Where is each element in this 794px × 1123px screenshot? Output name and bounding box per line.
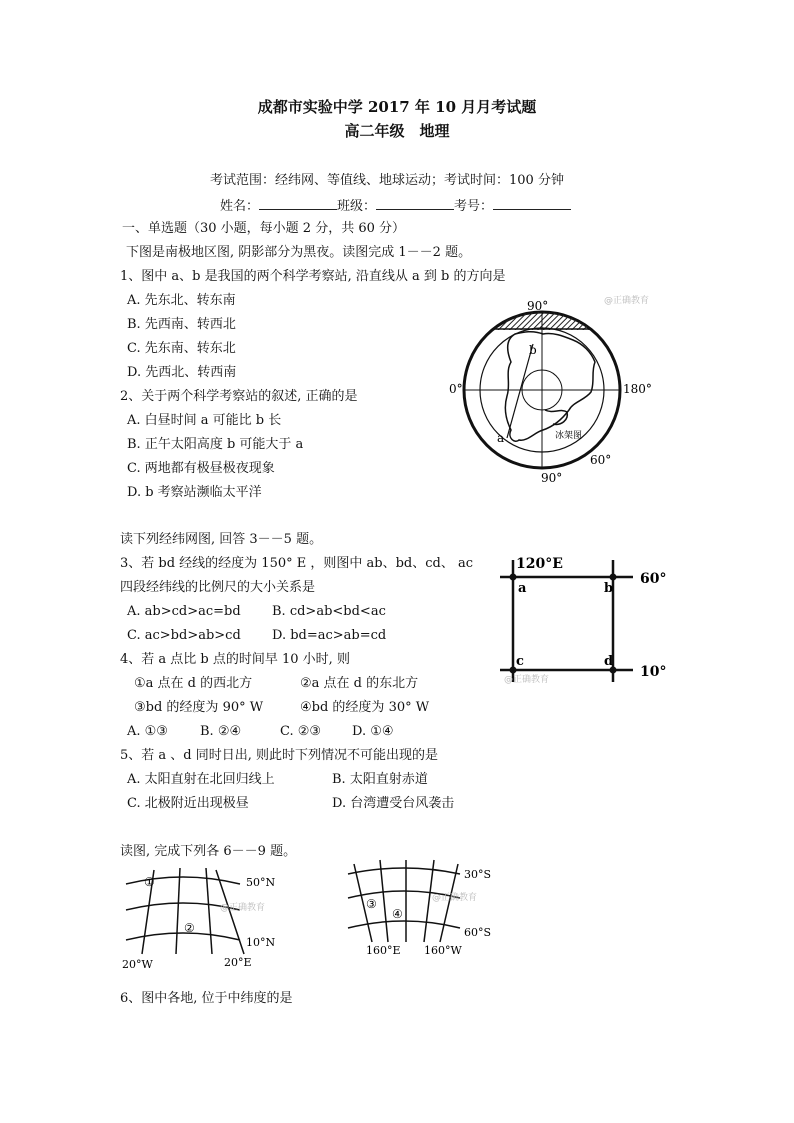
section3-intro: 读图, 完成下列各 6－－9 题。	[120, 844, 297, 859]
antarctic-map	[445, 292, 655, 487]
exam-title: 成都市实验中学 2017 年 10 月月考试题	[257, 98, 537, 116]
student-info-row	[220, 196, 571, 216]
q1-option-d: D. 先西北、转西南	[127, 365, 237, 380]
map1-shelf-label: 冰架图	[555, 431, 583, 441]
fig-left-lat-bottom: 10°N	[246, 936, 276, 949]
map1-night-shading	[455, 310, 635, 330]
q5-option-b: B. 太阳直射赤道	[332, 772, 428, 787]
q2-option-b: B. 正午太阳高度 b 可能大于 a	[127, 437, 304, 452]
point-2-marker: ②	[184, 921, 195, 935]
map1-b-label: b	[529, 343, 537, 357]
q4-statement-1: ①a 点在 d 的西北方	[134, 676, 253, 691]
point-4-marker: ④	[392, 907, 403, 921]
point-3-marker: ③	[366, 897, 377, 911]
graticule-right	[340, 858, 510, 963]
map1-bottom-label: 90°	[541, 471, 563, 485]
q3-stem-line2: 四段经纬线的比例尺的大小关系是	[120, 580, 316, 595]
point-a-dot	[510, 574, 517, 581]
q4-statement-2: ②a 点在 d 的东北方	[300, 676, 419, 691]
grid-lat-bottom-label: 10°	[640, 664, 667, 680]
fig-right-lat-top: 30°S	[464, 868, 492, 881]
q4-option-d: D. ①④	[352, 724, 394, 739]
exam-scope: 考试范围：经纬网、等值线、地球运动；考试时间：100 分钟	[210, 173, 564, 188]
q1-option-b: B. 先西南、转西北	[127, 317, 236, 332]
q5-option-d: D. 台湾遭受台风袭击	[332, 796, 455, 811]
q3-option-a: A. ab>cd>ac=bd	[127, 604, 241, 619]
q3-option-b: B. cd>ab<bd<ac	[272, 604, 386, 619]
q4-statement-3: ③bd 的经度为 90° W	[134, 700, 264, 715]
grid-b-label: b	[604, 581, 614, 596]
q5-option-c: C. 北极附近出现极昼	[127, 796, 249, 811]
q4-option-b: B. ②④	[200, 724, 242, 739]
map1-left-label: 0°	[449, 382, 463, 396]
map1-lower-right-label: 60°	[590, 453, 612, 467]
q5-stem: 5、若 a 、d 同时日出, 则此时下列情况不可能出现的是	[120, 748, 439, 763]
exam-subtitle: 高二年级 地理	[344, 122, 450, 140]
q2-option-c: C. 两地都有极昼极夜现象	[127, 461, 275, 476]
fig-left-watermark: @正确教育	[220, 903, 266, 913]
q5-option-a: A. 太阳直射在北回归线上	[127, 772, 275, 787]
q4-statement-4: ④bd 的经度为 30° W	[300, 700, 430, 715]
id-field[interactable]	[493, 196, 571, 210]
section1-heading: 一、单选题（30 小题，每小题 2 分，共 60 分）	[122, 221, 406, 236]
fig-left-lon-right: 20°E	[224, 956, 252, 969]
point-b-dot	[610, 574, 617, 581]
q3-option-d: D. bd=ac>ab=cd	[272, 628, 387, 643]
q4-option-a: A. ①③	[127, 724, 168, 739]
q6-stem: 6、图中各地, 位于中纬度的是	[120, 991, 293, 1006]
section1-intro: 下图是南极地区图, 阴影部分为黑夜。读图完成 1－－2 题。	[126, 245, 472, 260]
q2-stem: 2、关于两个科学考察站的叙述, 正确的是	[120, 389, 358, 404]
fig-right-lat-bottom: 60°S	[464, 926, 492, 939]
q1-option-c: C. 先东南、转东北	[127, 341, 236, 356]
map1-route-line	[507, 344, 533, 438]
q3-stem-line1: 3、若 bd 经线的经度为 150° E ，则图中 ab、bd、cd、 ac	[120, 556, 473, 571]
graticule-left	[118, 862, 288, 972]
class-label: 班级：	[337, 199, 377, 214]
grid-lat-top-label: 60°	[640, 571, 667, 587]
map1-watermark: @正确教育	[604, 296, 650, 306]
fig-left-lat-top: 50°N	[246, 876, 276, 889]
map1-top-label: 90°	[527, 299, 549, 313]
class-field[interactable]	[376, 196, 454, 210]
point-1-marker: ①	[144, 875, 155, 889]
q2-option-a: A. 白昼时间 a 可能比 b 长	[127, 413, 282, 428]
grid-a-label: a	[518, 581, 527, 596]
latlong-grid	[488, 552, 678, 692]
q1-option-a: A. 先东北、转东南	[127, 293, 236, 308]
q2-option-d: D. b 考察站濒临太平洋	[127, 485, 262, 500]
map1-a-label: a	[497, 431, 505, 445]
section2-intro: 读下列经纬网图, 回答 3－－5 题。	[120, 532, 323, 547]
fig-right-lon-left: 160°E	[366, 944, 401, 957]
fig-right-lon-right: 160°W	[424, 944, 462, 957]
name-label: 姓名：	[220, 199, 260, 214]
name-field[interactable]	[259, 196, 337, 210]
fig-right-watermark: @正确教育	[432, 893, 478, 903]
q4-option-c: C. ②③	[280, 724, 322, 739]
map1-antarctica-coast	[505, 332, 595, 442]
map1-right-label: 180°	[623, 382, 652, 396]
grid-lon-label: 120°E	[516, 556, 563, 572]
grid-d-label: d	[604, 654, 614, 669]
fig-left-lon-left: 20°W	[122, 958, 153, 971]
grid-c-label: c	[516, 654, 524, 669]
q4-stem: 4、若 a 点比 b 点的时间早 10 小时, 则	[120, 652, 350, 667]
q1-stem: 1、图中 a、b 是我国的两个科学考察站, 沿直线从 a 到 b 的方向是	[120, 269, 506, 284]
grid-watermark: @正确教育	[504, 675, 550, 685]
q3-option-c: C. ac>bd>ab>cd	[127, 628, 241, 643]
id-label: 考号：	[454, 199, 494, 214]
